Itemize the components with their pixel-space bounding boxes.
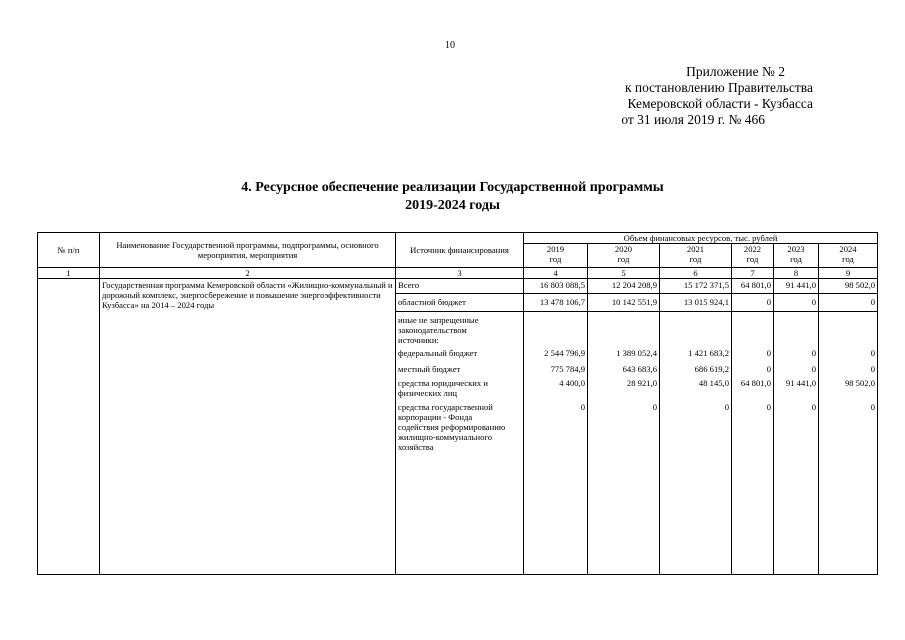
value-col-2022: 64 801,0 0 0 0 64 801,0 0 (732, 279, 774, 575)
value-col-2021: 15 172 371,5 13 015 924,1 1 421 683,2 686 619,2 48 145,0 0 (660, 279, 732, 575)
appendix-line-4: от 31 июля 2019 г. № 466 (621, 112, 765, 127)
header-year-2019: 2019 год (524, 244, 588, 268)
appendix-header (533, 64, 813, 128)
appendix-line-3: Кемеровской области - Кузбасса (627, 96, 813, 111)
resource-table (37, 232, 878, 575)
value-col-2023: 91 441,0 0 0 0 91 441,0 0 (774, 279, 819, 575)
column-number-row: 1 2 3 4 5 6 7 8 9 (38, 268, 878, 279)
source-cell: Всего областной бюджет иные не запрещенные законодательством источники: федеральный бюджет местный бюджет средства юридических и физических лиц средства государственной корпорации - Фонда содействия реформированию жилищно-коммунального хозяйства (396, 279, 524, 575)
table-row (38, 279, 878, 575)
header-year-2024: 2024 год (819, 244, 878, 268)
header-volume: Объем финансовых ресурсов, тыс. рублей (524, 233, 878, 244)
program-name-cell: Государственная программа Кемеровской области «Жилищно-коммунальный и дорожный комплекс, энергосбережение и повышение энергоэффективности Кузбасса» на 2014 – 2024 годы (100, 279, 396, 575)
appendix-line-1: Приложение № 2 (686, 64, 785, 79)
value-col-2020: 12 204 208,9 10 142 551,9 1 389 052,4 643 683,6 28 921,0 0 (588, 279, 660, 575)
document-title (0, 179, 905, 215)
header-num: № п/п (38, 233, 100, 268)
header-year-2020: 2020 год (588, 244, 660, 268)
title-line-1: 4. Ресурсное обеспечение реализации Государственной программы (241, 180, 664, 195)
row-num-cell (38, 279, 100, 575)
header-source: Источник финансирования (396, 233, 524, 268)
value-col-2024: 98 502,0 0 0 0 98 502,0 0 (819, 279, 878, 575)
header-year-2022: 2022 год (732, 244, 774, 268)
header-year-2023: 2023 год (774, 244, 819, 268)
header-year-2021: 2021 год (660, 244, 732, 268)
appendix-line-2: к постановлению Правительства (624, 80, 813, 95)
header-name: Наименование Государственной программы, подпрограммы, основного мероприятия, мероприятия (100, 233, 396, 268)
page-number: 10 (445, 40, 455, 51)
value-col-2019: 16 803 088,5 13 478 106,7 2 544 796,9 775 784,9 4 400,0 0 (524, 279, 588, 575)
title-line-2: 2019-2024 годы (405, 198, 500, 213)
